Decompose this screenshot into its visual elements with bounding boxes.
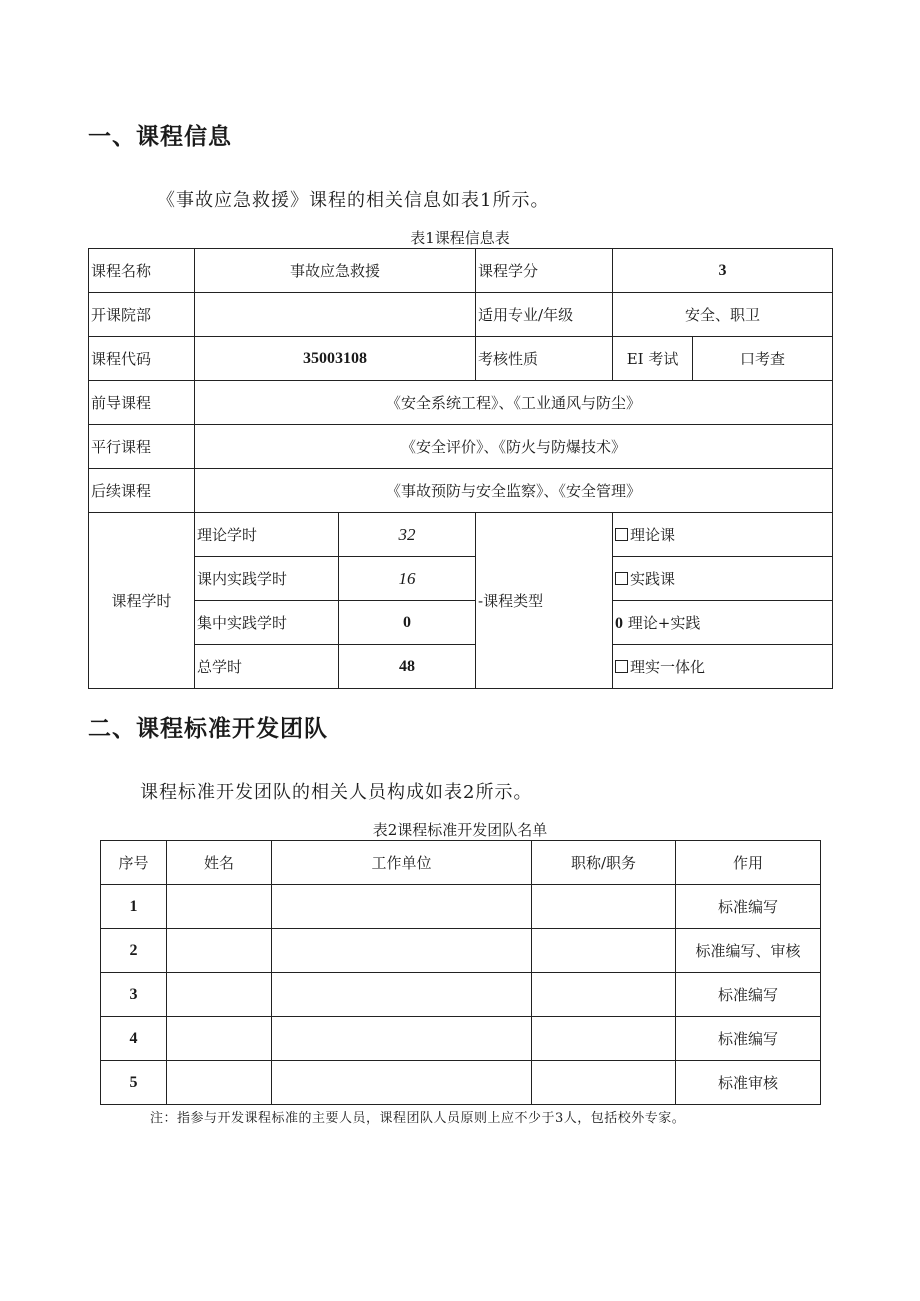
team-table: [100, 840, 821, 1105]
table-row: [89, 469, 833, 513]
dept-label: 开课院部: [89, 293, 195, 337]
name-cell: [167, 885, 272, 929]
major-label: 适用专业/年级: [476, 293, 613, 337]
table-row: [89, 337, 833, 381]
post-course-value: 《事故预防与安全监察》、《安全管理》: [195, 469, 833, 513]
practice-focus-label: 集中实践学时: [195, 601, 339, 645]
course-type-option-label: 实践课: [630, 570, 676, 588]
role-cell: 标准编写: [676, 973, 821, 1017]
course-credit-value: 3: [613, 249, 833, 293]
course-type-option: [613, 557, 833, 601]
name-cell: [167, 973, 272, 1017]
role-cell: 标准审核: [676, 1061, 821, 1105]
course-type-option-label: 理论课: [630, 526, 676, 544]
title-cell: [532, 885, 676, 929]
assess-check-option: 口考查: [693, 337, 833, 381]
role-cell: 标准编写: [676, 1017, 821, 1061]
parallel-course-value: 《安全评价》、《防火与防爆技术》: [195, 425, 833, 469]
name-cell: [167, 1061, 272, 1105]
row-number: 2: [101, 929, 167, 973]
section1-intro: 《事故应急救援》课程的相关信息如表1所示。: [157, 190, 550, 211]
table-row: [101, 885, 821, 929]
section2-heading: 二、课程标准开发团队: [88, 716, 328, 742]
column-header: 职称/职务: [532, 841, 676, 885]
column-header: 序号: [101, 841, 167, 885]
unit-cell: [272, 1017, 532, 1061]
name-cell: [167, 929, 272, 973]
section1-heading: 一、课程信息: [88, 124, 232, 150]
column-header: 作用: [676, 841, 821, 885]
course-type-option: [613, 513, 833, 557]
practice-in-value: 16: [339, 557, 476, 601]
checkbox-icon: [615, 528, 628, 541]
practice-in-label: 课内实践学时: [195, 557, 339, 601]
course-type-option: [613, 645, 833, 689]
row-number: 1: [101, 885, 167, 929]
section2-intro: 课程标准开发团队的相关人员构成如表2所示。: [140, 782, 533, 803]
table-row: [89, 513, 833, 557]
title-cell: [532, 1017, 676, 1061]
course-credit-label: 课程学分: [476, 249, 613, 293]
unit-cell: [272, 885, 532, 929]
title-cell: [532, 973, 676, 1017]
practice-focus-value: 0: [339, 601, 476, 645]
course-info-table: [88, 248, 833, 689]
checkbox-icon: [615, 572, 628, 585]
assess-label: 考核性质: [476, 337, 613, 381]
checked-mark: 0: [615, 615, 624, 632]
table-row: [89, 425, 833, 469]
course-code-label: 课程代码: [89, 337, 195, 381]
table-row: [101, 1061, 821, 1105]
row-number: 4: [101, 1017, 167, 1061]
post-course-label: 后续课程: [89, 469, 195, 513]
pre-course-label: 前导课程: [89, 381, 195, 425]
column-header: 姓名: [167, 841, 272, 885]
table1-caption: 表1课程信息表: [410, 229, 510, 247]
unit-cell: [272, 1061, 532, 1105]
role-cell: 标准编写: [676, 885, 821, 929]
table-row: [89, 381, 833, 425]
parallel-course-label: 平行课程: [89, 425, 195, 469]
table-row: [89, 293, 833, 337]
title-cell: [532, 929, 676, 973]
table-row: [89, 249, 833, 293]
pre-course-value: 《安全系统工程》、《工业通风与防尘》: [195, 381, 833, 425]
course-name-label: 课程名称: [89, 249, 195, 293]
course-type-label: -课程类型: [476, 513, 613, 689]
table-row: [89, 645, 833, 689]
course-hours-label: 课程学时: [89, 513, 195, 689]
course-type-option-label: 理实一体化: [630, 658, 706, 676]
table-row: [101, 973, 821, 1017]
unit-cell: [272, 929, 532, 973]
role-cell: 标准编写、审核: [676, 929, 821, 973]
row-number: 5: [101, 1061, 167, 1105]
table-row: [101, 929, 821, 973]
title-cell: [532, 1061, 676, 1105]
course-type-option: [613, 601, 833, 645]
total-hours-value: 48: [339, 645, 476, 689]
course-name-value: 事故应急救援: [195, 249, 476, 293]
table-row: [89, 557, 833, 601]
table2-note: 注：指参与开发课程标准的主要人员，课程团队人员原则上应不少于3人，包括校外专家。: [150, 1111, 686, 1126]
unit-cell: [272, 973, 532, 1017]
dept-value: [195, 293, 476, 337]
name-cell: [167, 1017, 272, 1061]
checkbox-icon: [615, 660, 628, 673]
assess-exam-option: EI 考试: [613, 337, 693, 381]
theory-hours-label: 理论学时: [195, 513, 339, 557]
column-header: 工作单位: [272, 841, 532, 885]
major-value: 安全、职卫: [613, 293, 833, 337]
row-number: 3: [101, 973, 167, 1017]
theory-hours-value: 32: [339, 513, 476, 557]
course-type-option-label: 理论+实践: [627, 614, 701, 632]
table-row: [101, 1017, 821, 1061]
table2-caption: 表2课程标准开发团队名单: [372, 821, 548, 839]
table-header-row: [101, 841, 821, 885]
table-row: [89, 601, 833, 645]
total-hours-label: 总学时: [195, 645, 339, 689]
course-code-value: 35003108: [195, 337, 476, 381]
